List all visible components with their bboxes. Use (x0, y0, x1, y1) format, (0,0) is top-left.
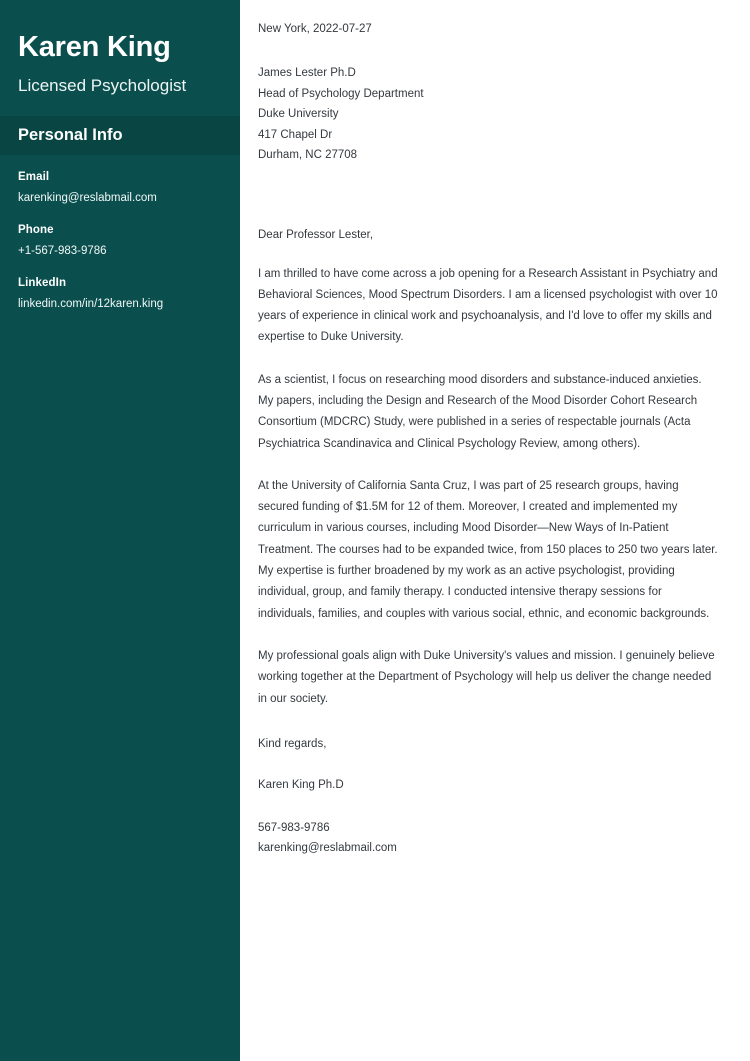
signature-email: karenking@reslabmail.com (258, 842, 397, 855)
signature-phone: 567-983-9786 (258, 821, 330, 834)
paragraph-2: As a scientist, I focus on researching mood disorders and substance-induced anxieties. My papers, including the Design and Research of the Mood Disorder Cohort Research Consortium (MDCRC) Study, were published in a series of respectable journals (Acta Psychiatrica Scandinavica and Clinical Psychology Review, among others). (258, 373, 702, 450)
candidate-job-title: Licensed Psychologist (18, 76, 187, 95)
contact-list (0, 155, 240, 312)
candidate-name: Karen King (18, 31, 171, 63)
letter-body (240, 0, 750, 1061)
contact-item-linkedin (18, 275, 222, 312)
recipient-address-block (258, 63, 720, 166)
recipient-city-state-zip: Durham, NC 27708 (258, 149, 358, 161)
email-label: Email (18, 171, 50, 183)
recipient-name: James Lester Ph.D (258, 67, 356, 79)
paragraph-3: At the University of California Santa Cruz, I was part of 25 research groups, having secured funding of $1.5M for 12 of them. Moreover, I created and implemented my curriculum in various courses, including Mood Disorder—New Ways of In-Patient Treatment. The courses had to be expanded twice, from 150 places to 250 two years later. My expertise is further broadened by my work as an active psychologist, providing individual, group, and family therapy. I conducted intensive therapy sessions for individuals, families, and couples with various social, ethnic, and economic backgrounds. (258, 479, 718, 620)
closing-line: Kind regards, (258, 737, 327, 750)
personal-info-section-header (0, 116, 240, 155)
phone-value[interactable]: +1-567-983-9786 (18, 245, 107, 257)
personal-info-title: Personal Info (18, 126, 123, 144)
recipient-organization: Duke University (258, 108, 339, 120)
linkedin-label: LinkedIn (18, 277, 67, 289)
contact-item-phone (18, 222, 222, 259)
contact-item-email (18, 169, 222, 206)
signature-name: Karen King Ph.D (258, 778, 344, 791)
sidebar (0, 0, 240, 1061)
salutation: Dear Professor Lester, (258, 228, 374, 241)
recipient-street: 417 Chapel Dr (258, 128, 333, 141)
email-value[interactable]: karenking@reslabmail.com (18, 192, 157, 204)
linkedin-value[interactable]: linkedin.com/in/12karen.king (18, 298, 164, 310)
signature-contact-block (258, 818, 720, 859)
paragraph-4: My professional goals align with Duke University's values and mission. I genuinely believe working together at the Department of Psychology will help us deliver the change needed in our society. (258, 649, 715, 705)
letter-date-line: New York, 2022-07-27 (258, 23, 372, 35)
paragraph-1: I am thrilled to have come across a job opening for a Research Assistant in Psychiatry and Behavioral Sciences, Mood Spectrum Disorders. I am a licensed psychologist with over 10 years of experience in clinical work and psychoanalysis, and I'd love to offer my skills and expertise to Duke University. (258, 267, 718, 344)
phone-label: Phone (18, 224, 54, 236)
recipient-role: Head of Psychology Department (258, 87, 424, 100)
